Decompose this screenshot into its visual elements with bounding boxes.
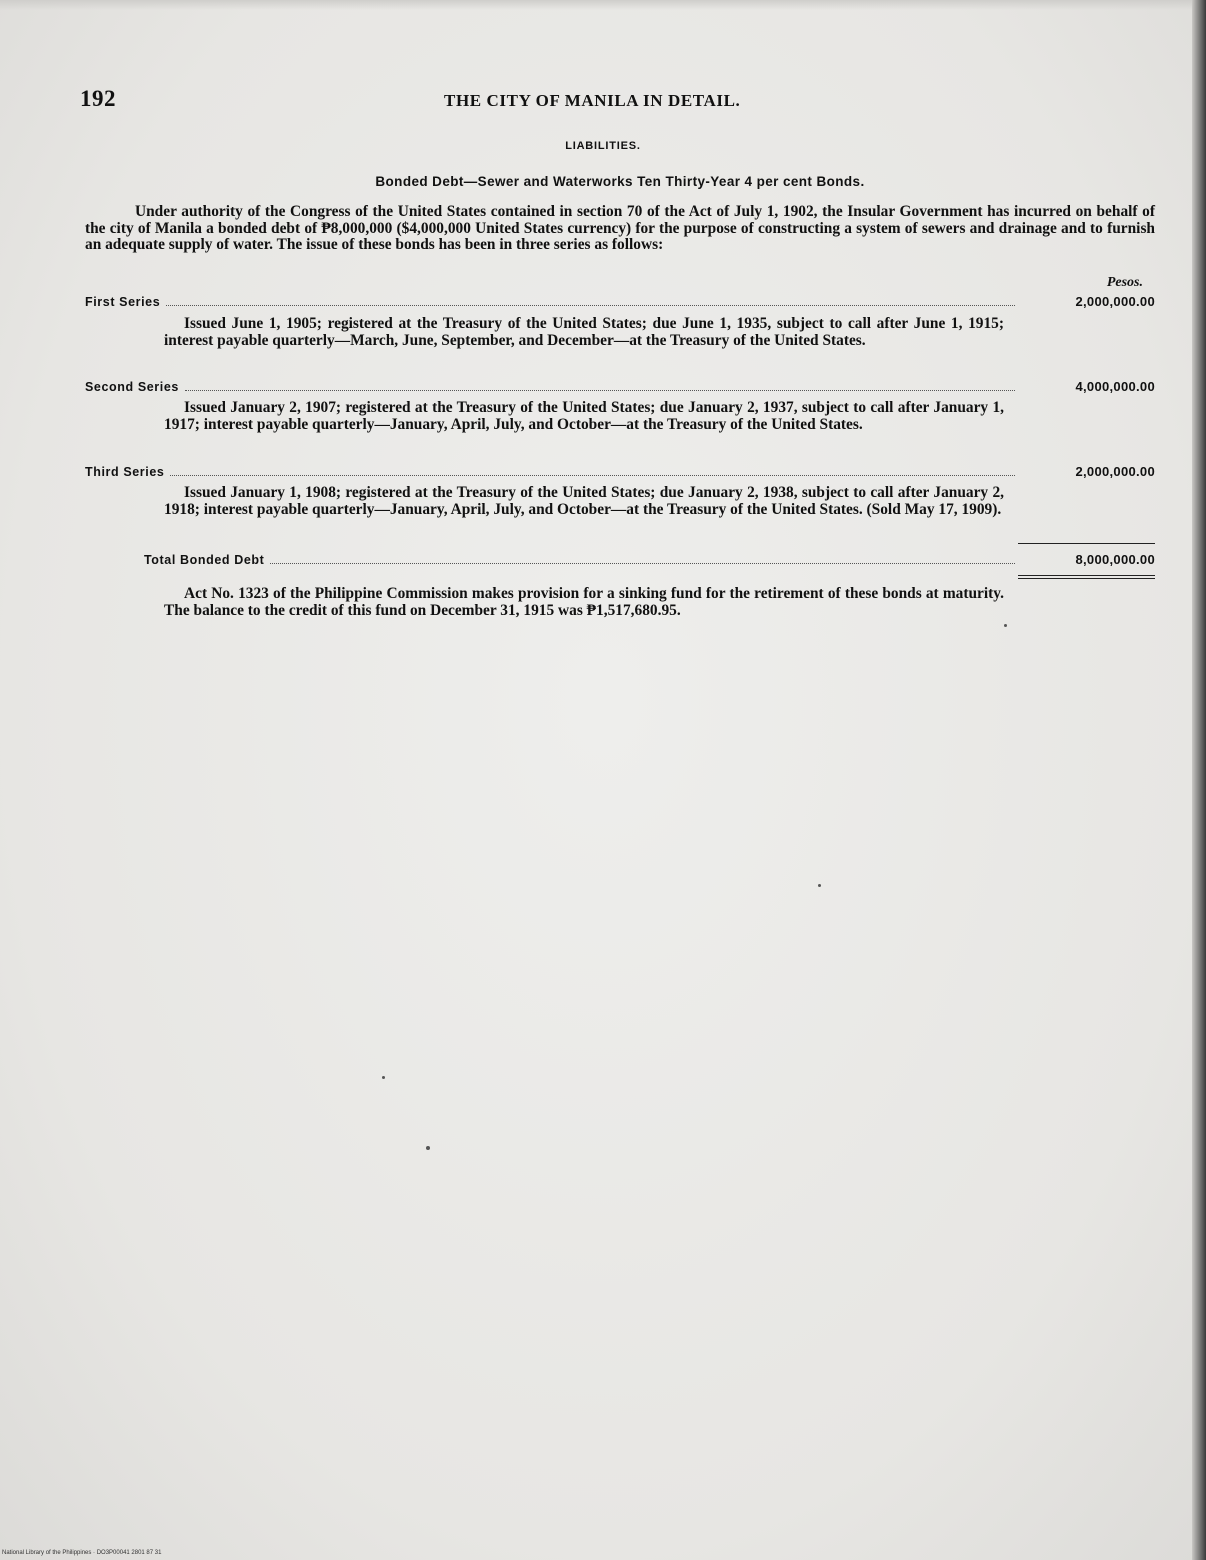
dot-leader bbox=[185, 380, 1015, 391]
total-amount: 8,000,000.00 bbox=[1075, 552, 1155, 567]
scan-speck bbox=[818, 884, 821, 887]
series-row-third bbox=[85, 464, 1155, 482]
series-row-second bbox=[85, 379, 1155, 397]
page-top-shadow bbox=[0, 0, 1206, 10]
section-title: LIABILITIES. bbox=[565, 140, 641, 152]
dot-leader bbox=[166, 295, 1015, 306]
series-description-second: Issued January 2, 1907; registered at the Treasury of the United States; due January 2, 1937, subject to call after January 1, 1917; interest payable quarterly—January, April, July, and October—at the Treasury of the United States. bbox=[164, 399, 1004, 433]
column-unit-label: Pesos. bbox=[1106, 275, 1143, 290]
page-right-edge bbox=[1192, 0, 1206, 1560]
total-rule-double bbox=[1018, 575, 1155, 579]
total-rule-top bbox=[1018, 543, 1155, 544]
series-row-first bbox=[85, 294, 1155, 312]
series-amount: 2,000,000.00 bbox=[1075, 294, 1155, 309]
series-label: First Series bbox=[85, 295, 161, 309]
scan-speck bbox=[382, 1076, 385, 1079]
series-description-third: Issued January 1, 1908; registered at the Treasury of the United States; due January 2, 1938, subject to call after January 2, 1918; interest payable quarterly—January, April, July, and October—at the Treasury of the United States. (Sold May 17, 1909). bbox=[164, 484, 1004, 518]
scan-speck bbox=[1004, 624, 1007, 627]
dot-leader bbox=[270, 553, 1015, 564]
scan-speck bbox=[426, 1146, 430, 1150]
running-head: THE CITY OF MANILA IN DETAIL. bbox=[444, 91, 741, 110]
series-amount: 2,000,000.00 bbox=[1075, 464, 1155, 479]
sinking-fund-paragraph: Act No. 1323 of the Philippine Commission makes provision for a sinking fund for the retirement of these bonds at maturity. The balance to the credit of this fund on December 31, 1915 was ₱1,517,680.95. bbox=[164, 585, 1004, 619]
series-label: Third Series bbox=[85, 465, 165, 479]
series-label: Second Series bbox=[85, 380, 179, 394]
total-label: Total Bonded Debt bbox=[144, 553, 265, 567]
library-footer: National Library of the Philippines · DO3P00041 2801 87 31 bbox=[2, 1550, 162, 1556]
total-row bbox=[144, 552, 1155, 570]
intro-paragraph: Under authority of the Congress of the United States contained in section 70 of the Act of July 1, 1902, the Insular Government has incurred on behalf of the city of Manila a bonded debt of ₱8,000,000 ($4,000,000 United States currency) for the purpose of constructing a system of sewers and drainage and to furnish an adequate supply of water. The issue of these bonds has been in three series as follows: bbox=[85, 203, 1155, 253]
series-amount: 4,000,000.00 bbox=[1075, 379, 1155, 394]
dot-leader bbox=[170, 465, 1015, 476]
series-description-first: Issued June 1, 1905; registered at the Treasury of the United States; due June 1, 1935, subject to call after June 1, 1915; interest payable quarterly—March, June, September, and December—at the Treasury of the United States. bbox=[164, 315, 1004, 349]
section-subtitle: Bonded Debt—Sewer and Waterworks Ten Thirty-Year 4 per cent Bonds. bbox=[375, 174, 865, 189]
page-number: 192 bbox=[80, 86, 116, 111]
